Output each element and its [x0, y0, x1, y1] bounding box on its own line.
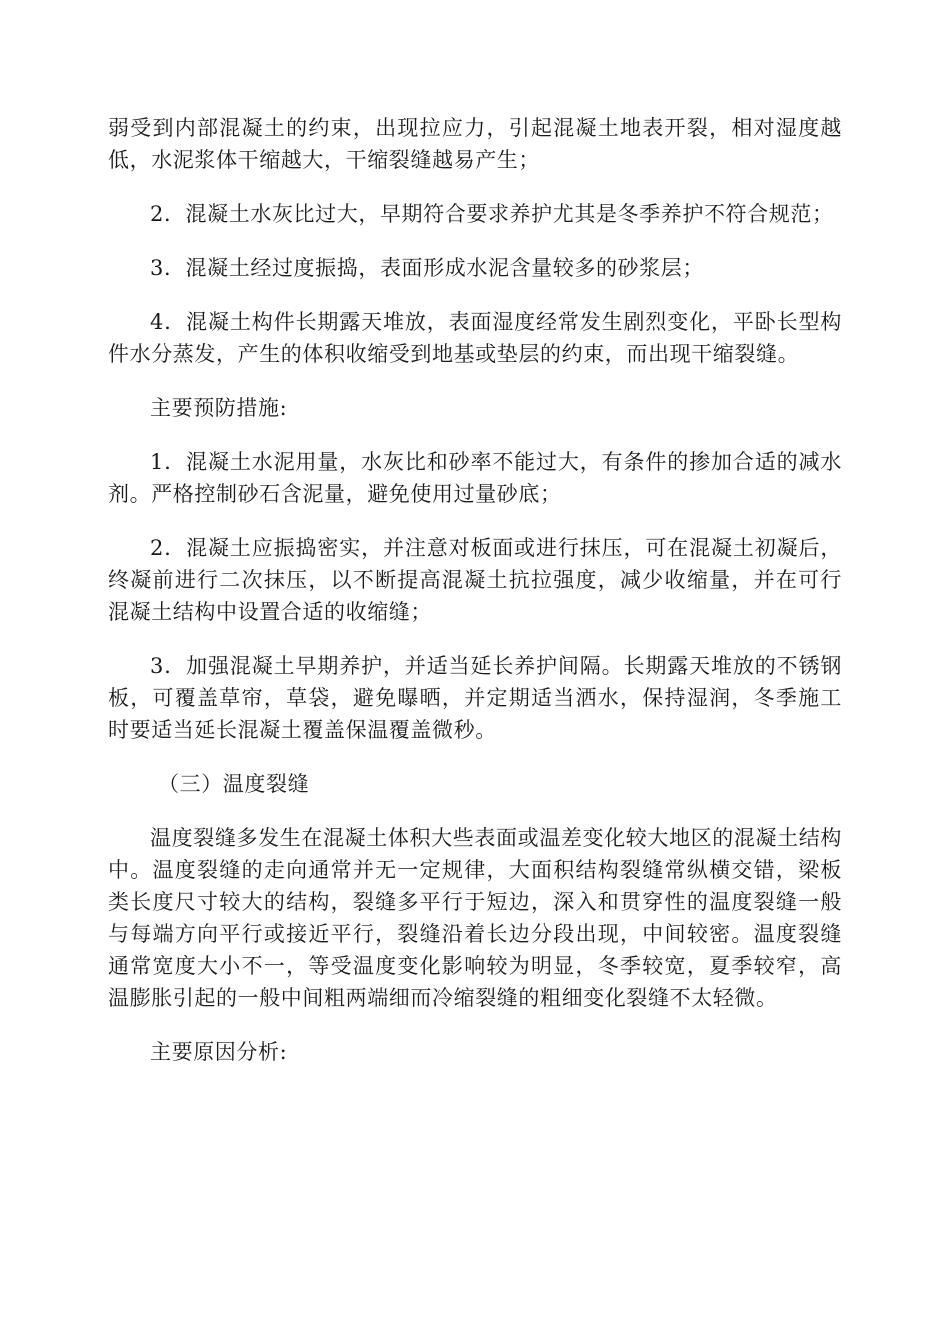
paragraph-measure-3: 3．加强混凝土早期养护，并适当延长养护间隔。长期露天堆放的不锈钢板，可覆盖草帘，草袋，避免曝晒，并定期适当洒水，保持湿润，冬季施工时要适当延长混凝土覆盖保温覆盖微秒。 — [108, 654, 842, 742]
paragraph-measure-1: 1．混凝土水泥用量，水灰比和砂率不能过大，有条件的掺加合适的减水剂。严格控制砂石含泥量，避免使用过量砂底； — [108, 450, 842, 506]
paragraph-cause-3: 3．混凝土经过度振捣，表面形成水泥含量较多的砂浆层； — [150, 256, 704, 280]
document-page — [108, 112, 842, 1090]
paragraph-measure-2: 2．混凝土应振捣密实，并注意对板面或进行抹压，可在混凝土初凝后，终凝前进行二次抹压，以不断提高混凝土抗拉强度，减少收缩量，并在可行混凝土结构中设置合适的收缩缝； — [108, 536, 842, 624]
heading-prevention-measures: 主要预防措施: — [150, 396, 288, 420]
paragraph-cause-2: 2．混凝土水灰比过大，早期符合要求养护尤其是冬季养护不符合规范； — [150, 202, 834, 226]
heading-main-cause-analysis: 主要原因分析: — [150, 1040, 288, 1064]
paragraph-drying-shrinkage-cause: 弱受到内部混凝土的约束，出现拉应力，引起混凝土地表开裂，相对湿度越低，水泥浆体干缩越大，干缩裂缝越易产生； — [108, 116, 842, 172]
paragraph-cause-4: 4．混凝土构件长期露天堆放，表面湿度经常发生剧烈变化，平卧长型构件水分蒸发，产生的体积收缩受到地基或垫层的约束，而出现干缩裂缝。 — [108, 310, 842, 366]
section-heading-temperature-cracks: （三）温度裂缝 — [158, 772, 310, 796]
paragraph-temperature-cracks: 温度裂缝多发生在混凝土体积大些表面或温差变化较大地区的混凝土结构中。温度裂缝的走向通常并无一定规律，大面积结构裂缝常纵横交错，梁板类长度尺寸较大的结构，裂缝多平行于短边，深入和贯穿性的温度裂缝一般与每端方向平行或接近平行，裂缝沿着长边分段出现，中间较密。温度裂缝通常宽度大小不一，等受温度变化影响较为明显，冬季较宽，夏季较窄，高温膨胀引起的一般中间粗两端细而冷缩裂缝的粗细变化裂缝不太轻微。 — [108, 826, 842, 1010]
